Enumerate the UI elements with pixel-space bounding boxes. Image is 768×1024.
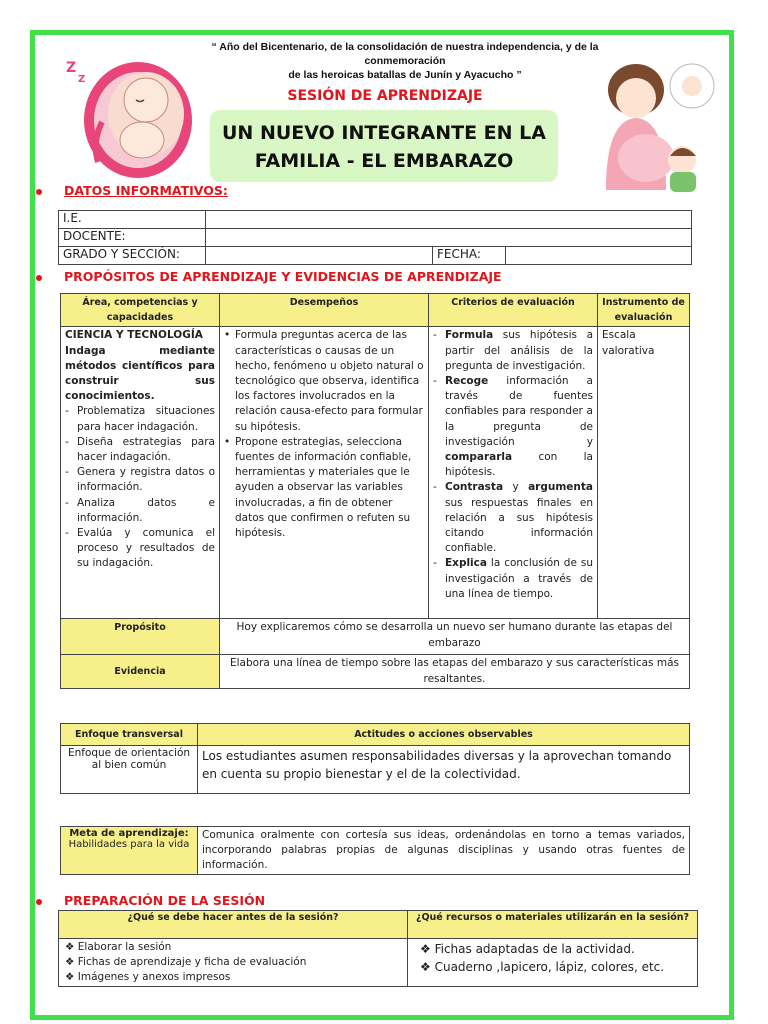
col-instrumento-header: Instrumento de evaluación — [598, 294, 690, 327]
diamond-bullet-icon: ❖ — [65, 956, 78, 968]
motto-line-2: de las heroicas batallas de Junín y Ayacucho ” — [288, 69, 522, 81]
recursos-cell — [408, 939, 698, 987]
datos-table — [58, 210, 692, 265]
grado-value[interactable] — [206, 247, 433, 265]
title-line-2: FAMILIA - EL EMBARAZO — [254, 150, 514, 172]
area-cell: CIENCIA Y TECNOLOGÍA Indaga mediante métodos científicos para construir sus conocimientos. - Problematiza situaciones para hacer indagación. - Diseña estrategias para hacer indagación. - Genera y registra datos o información. - Analiza datos e información. - Evalúa y comunica el proceso y resultados de su indagación. — [61, 327, 220, 619]
list-item: ❖ Fichas adaptadas de la actividad. — [420, 942, 635, 956]
meta-sub: Habilidades para la vida — [68, 839, 190, 850]
enfoque-table — [60, 723, 690, 794]
bullet-dot-icon — [36, 275, 42, 281]
list-item: ❖ Cuaderno ,lapicero, lápiz, colores, etc. — [420, 960, 665, 974]
meta-label: Meta de aprendizaje: — [69, 828, 189, 839]
section-datos — [36, 183, 228, 198]
evidencia-label: Evidencia — [61, 655, 220, 688]
section-propositos — [36, 269, 502, 284]
recursos-header: ¿Qué recursos o materiales utilizarán en la sesión? — [408, 911, 698, 939]
session-label: SESIÓN DE APRENDIZAJE — [287, 88, 483, 104]
page-title — [210, 119, 558, 175]
criterio-item: Formula sus hipótesis a partir del análisis de la pregunta de investigación. — [445, 329, 593, 372]
svg-text:Z: Z — [66, 60, 77, 76]
proposito-text: Hoy explicaremos cómo se desarrolla un nuevo ser humano durante las etapas del embarazo — [220, 619, 690, 655]
meta-text: Comunica oralmente con cortesía sus ideas, ordenándolas en torno a temas variados, incorporando palabras propias de algunas disciplinas y usando otras fuentes de información. — [198, 827, 690, 875]
criterio-item: Explica la conclusión de su investigación a través de una línea de tiempo. — [445, 557, 593, 600]
docente-label: DOCENTE: — [59, 229, 206, 247]
section-propositos-heading: PROPÓSITOS DE APRENDIZAJE Y EVIDENCIAS DE APRENDIZAJE — [64, 269, 502, 284]
svg-text:Z: Z — [78, 74, 86, 85]
enfoque-name: Enfoque de orientación al bien común — [61, 746, 198, 794]
enfoque-text: Los estudiantes asumen responsabilidades diversas y la aprovechan tomando en cuenta su propio bienestar y el de la colectividad. — [198, 746, 690, 794]
desempenos-cell: • Formula preguntas acerca de las características o causas de un hecho, fenómeno u objeto natural o tecnológico que observa, identifica los factores involucrados en la relación causa-efecto para formular su hipótesis. • Propone estrategias, selecciona fuentes de información confiable, herramientas y materiales que le ayuden a observar las variables involucradas, a fin de obtener datos que confirmen o refuten su hipótesis. — [220, 327, 429, 619]
capacidad-item: Diseña estrategias para hacer indagación. — [77, 435, 215, 464]
desempeno-item: Formula preguntas acerca de las características o causas de un hecho, fenómeno u objeto natural o tecnológico que observa, identifica los factores involucrados en la relación causa-efecto para formular su hipótesis. — [235, 329, 424, 433]
competencia: Indaga mediante métodos científicos para construir sus conocimientos. — [65, 344, 215, 403]
capacidad-item: Genera y registra datos o información. — [77, 466, 215, 494]
title-line-1: UN NUEVO INTEGRANTE EN LA — [222, 122, 546, 144]
section-preparacion — [36, 893, 265, 908]
section-datos-heading: DATOS INFORMATIVOS: — [64, 183, 228, 198]
diamond-bullet-icon: ❖ — [420, 960, 435, 974]
antes-header: ¿Qué se debe hacer antes de la sesión? — [59, 911, 408, 939]
diamond-bullet-icon: ❖ — [420, 942, 435, 956]
actitudes-header: Actitudes o acciones observables — [198, 724, 690, 746]
capacidad-item: Analiza datos e información. — [77, 496, 215, 524]
capacidad-item: Problematiza situaciones para hacer indagación. — [77, 405, 215, 433]
antes-cell — [59, 939, 408, 987]
col-area-header: Área, competencias y capacidades — [61, 294, 220, 327]
ie-label: I.E. — [59, 211, 206, 229]
proposito-label: Propósito — [61, 619, 220, 655]
year-motto — [170, 40, 640, 82]
bullet-dot-icon — [36, 189, 42, 195]
instrumento-cell: Escala valorativa — [598, 327, 690, 619]
enfoque-header: Enfoque transversal — [61, 724, 198, 746]
diamond-bullet-icon: ❖ — [65, 971, 78, 983]
ie-value[interactable] — [206, 211, 692, 229]
evidencia-text: Elabora una línea de tiempo sobre las etapas del embarazo y sus características más resaltantes. — [220, 655, 690, 688]
docente-value[interactable] — [206, 229, 692, 247]
list-item: ❖ Fichas de aprendizaje y ficha de evaluación — [65, 956, 307, 968]
col-criterios-header: Criterios de evaluación — [429, 294, 598, 327]
meta-table — [60, 826, 690, 875]
criterios-cell: - Formula sus hipótesis a partir del análisis de la pregunta de investigación. - Recoge información a través de fuentes confiables para responder a la pregunta de investigación y compararla con la hipótesis. - Contrasta y argumenta sus respuestas finales en relación a sus hipótesis citando información confiable. - Explica la conclusión de su investigación a través de una línea de tiempo. — [429, 327, 598, 619]
list-item: ❖ Imágenes y anexos impresos — [65, 971, 231, 983]
area-title: CIENCIA Y TECNOLOGÍA — [65, 329, 203, 342]
diamond-bullet-icon: ❖ — [65, 941, 78, 953]
section-preparacion-heading: PREPARACIÓN DE LA SESIÓN — [64, 893, 266, 908]
list-item: ❖ Elaborar la sesión — [65, 941, 172, 953]
desempeno-item: Propone estrategias, selecciona fuentes de información confiable, herramientas y materiales que le ayuden a observar las variables involucradas, a fin de obtener datos que confirmen o refuten su hipótesis. — [235, 435, 412, 540]
motto-line-1: “ Año del Bicentenario, de la consolidación de nuestra independencia, y de la conmemoración — [211, 41, 599, 67]
fecha-value[interactable] — [506, 247, 692, 265]
preparacion-table — [58, 910, 698, 987]
propositos-table — [60, 293, 690, 689]
fecha-label: FECHA: — [433, 247, 506, 265]
criterio-item: Recoge información a través de fuentes confiables para responder a la pregunta de investigación y compararla con la hipótesis. — [445, 375, 593, 479]
capacidad-item: Evalúa y comunica el proceso y resultados de su indagación. — [77, 527, 215, 570]
grado-label: GRADO Y SECCIÓN: — [59, 247, 206, 265]
bullet-dot-icon — [36, 899, 42, 905]
meta-label-cell — [61, 827, 198, 875]
criterio-item: Contrasta y argumenta sus respuestas finales en relación a sus hipótesis citando información confiable. — [445, 481, 593, 555]
col-desempenos-header: Desempeños — [220, 294, 429, 327]
